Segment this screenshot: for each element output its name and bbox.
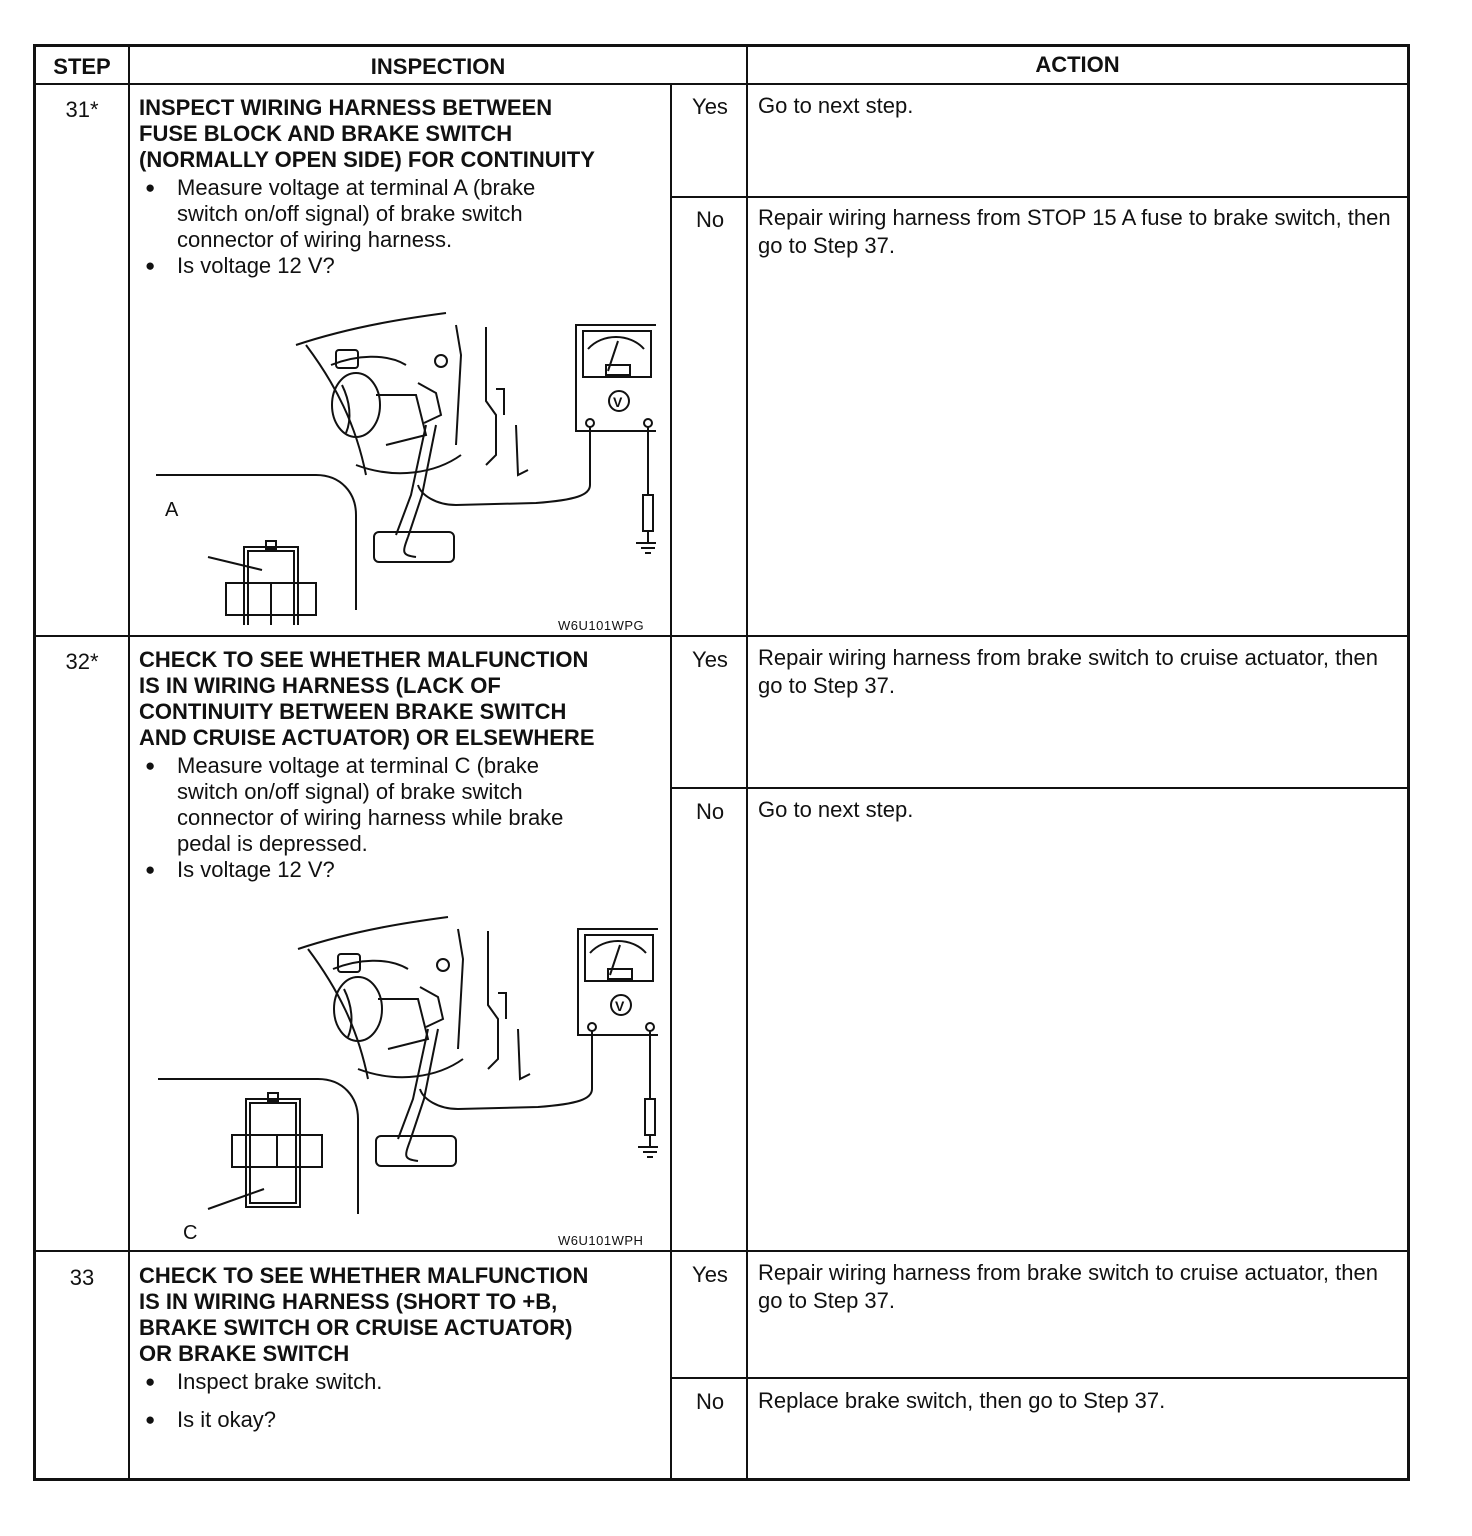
step-title: CHECK TO SEE WHETHER MALFUNCTION IS IN WIRING HARNESS (SHORT TO +B, BRAKE SWITCH OR CRUISE ACTUATOR) OR BRAKE SWITCH (139, 1263, 589, 1366)
yes-no-divider-33 (670, 1377, 1407, 1379)
yes-label: Yes (692, 1262, 728, 1287)
step-column-divider (128, 47, 130, 1478)
header-inspection: INSPECTION (370, 54, 506, 79)
yes-action: Repair wiring harness from brake switch to cruise actuator, then go to Step 37. (758, 1260, 1378, 1313)
row-divider-32-33 (36, 1250, 1407, 1252)
svg-text:V: V (615, 998, 625, 1014)
no-label: No (695, 799, 725, 824)
svg-text:V: V (613, 394, 623, 410)
bullet-item: ● Measure voltage at terminal A (brake switch on/off signal) of brake switch connector of wiring harness. (139, 175, 569, 253)
yes-action: Repair wiring harness from brake switch to cruise actuator, then go to Step 37. (758, 645, 1378, 698)
bullet-item: ● Is it okay? (139, 1407, 579, 1433)
bullet-item: ● Measure voltage at terminal C (brake switch on/off signal) of brake switch connector of wiring harness while brake pedal is depressed. (139, 753, 579, 857)
no-action: Replace brake switch, then go to Step 37. (758, 1388, 1166, 1413)
troubleshooting-table (33, 44, 1410, 1481)
figure-code: W6U101WPG (558, 618, 645, 633)
bullet-item: ● Inspect brake switch. (139, 1369, 579, 1395)
step-number: 32* (65, 649, 99, 674)
header-step: STEP (53, 54, 111, 79)
row-divider-31-32 (36, 635, 1407, 637)
terminal-label: A (165, 499, 179, 521)
step-number: 33 (69, 1265, 95, 1290)
step-bullets (139, 1369, 579, 1433)
step-number: 31* (65, 97, 99, 122)
brake-switch-voltage-diagram (156, 305, 656, 625)
terminal-label: C (183, 1222, 198, 1244)
step-bullets (139, 753, 579, 883)
header-divider (36, 83, 1407, 85)
yes-action: Go to next step. (758, 93, 914, 118)
bullet-item: ● Is voltage 12 V? (139, 857, 579, 883)
step-title: CHECK TO SEE WHETHER MALFUNCTION IS IN WIRING HARNESS (LACK OF CONTINUITY BETWEEN BRAKE SWITCH AND CRUISE ACTUATOR) OR ELSEWHERE (139, 647, 595, 750)
no-action: Repair wiring harness from STOP 15 A fuse to brake switch, then go to Step 37. (758, 205, 1391, 258)
step-title: INSPECT WIRING HARNESS BETWEEN FUSE BLOCK AND BRAKE SWITCH (NORMALLY OPEN SIDE) FOR CONTINUITY (139, 95, 595, 172)
no-label: No (695, 207, 725, 232)
step-bullets (139, 175, 569, 279)
bullet-item: ● Is voltage 12 V? (139, 253, 569, 279)
brake-switch-voltage-diagram (158, 909, 658, 1229)
yes-label: Yes (692, 647, 728, 672)
no-label: No (695, 1389, 725, 1414)
yes-no-divider-32 (670, 787, 1407, 789)
yes-no-divider-31 (670, 196, 1407, 198)
header-action: ACTION (1035, 52, 1120, 77)
yes-label: Yes (692, 94, 728, 119)
figure-code: W6U101WPH (558, 1233, 644, 1248)
no-action: Go to next step. (758, 797, 914, 822)
